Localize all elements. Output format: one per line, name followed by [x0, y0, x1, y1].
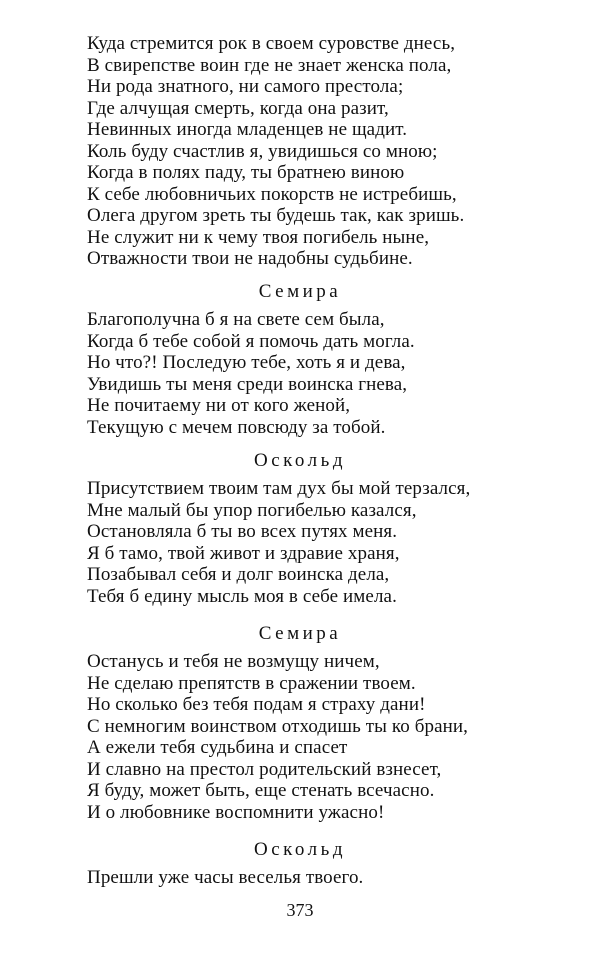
- verse-line: Мне малый бы упор погибелью казался,: [87, 499, 417, 521]
- verse-line: Невинных иногда младенцев не щадит.: [87, 119, 408, 140]
- verse-line: Когда в полях паду, ты братнею виною: [87, 162, 405, 183]
- verse-line: Отважности твои не надобны судьбине.: [87, 248, 413, 269]
- verse-line: Не сделаю препятств в сражении твоем.: [87, 672, 416, 694]
- verse-line: Присутствием твоим там дух бы мой терзался,: [87, 478, 471, 499]
- verse-line: И славно на престол родительский взнесет,: [87, 758, 442, 780]
- verse-line: Я б тамо, твой живот и здравие храня,: [87, 542, 400, 564]
- verse-line: Позабывал себя и долг воинска дела,: [87, 564, 390, 585]
- verse-line: Где алчущая смерть, когда она разит,: [87, 97, 389, 119]
- verse-line: И о любовнике воспомнити ужасно!: [87, 801, 385, 823]
- verse-line: Не служит ни к чему твоя погибель ныне,: [87, 226, 430, 248]
- verse-line: Когда б тебе собой я помочь дать могла.: [87, 330, 415, 352]
- verse-line: Ни рода знатного, ни самого престола;: [87, 76, 404, 97]
- verse-line: Благополучна б я на свете сем была,: [87, 309, 385, 330]
- verse-line: К себе любовничьих покорств не истребишь,: [87, 183, 457, 205]
- verse-line: Но сколько без тебя подам я страху дани!: [87, 694, 426, 715]
- verse-stanza: [87, 33, 567, 270]
- verse-line: А ежели тебя судьбина и спасет: [87, 737, 348, 758]
- verse-line: Но что?! Последую тебе, хоть я и дева,: [87, 352, 406, 373]
- speaker-name: Оскольд: [254, 450, 346, 471]
- verse-line: Коль буду счастлив я, увидишься со мною;: [87, 140, 438, 162]
- speaker-name: Оскольд: [254, 839, 346, 860]
- verse-line: Остановляла б ты во всех путях меня.: [87, 521, 398, 542]
- verse-line: Останусь и тебя не возмущу ничем,: [87, 651, 380, 672]
- verse-stanza: [87, 478, 567, 607]
- verse-line: Куда стремится рок в своем суровстве днесь,: [87, 33, 456, 54]
- verse-line: Олега другом зреть ты будешь так, как зришь.: [87, 205, 465, 226]
- verse-line: С немногим воинством отходишь ты ко брани,: [87, 715, 468, 737]
- verse-stanza: [87, 309, 567, 438]
- verse-line: В свирепстве воин где не знает женска пола,: [87, 54, 452, 76]
- verse-line: Текущую с мечем повсюду за тобой.: [87, 416, 386, 438]
- verse-line: Я буду, может быть, еще стенать всечасно.: [87, 780, 435, 801]
- verse-stanza: [87, 651, 567, 823]
- verse-line: Увидишь ты меня среди воинска гнева,: [87, 373, 408, 395]
- verse-stanza: [87, 867, 567, 889]
- speaker-name: Семира: [258, 623, 342, 644]
- verse-line: Прешли уже часы веселья твоего.: [87, 867, 364, 888]
- page-number: 373: [286, 900, 314, 920]
- speaker-name: Семира: [258, 281, 342, 302]
- verse-line: Не почитаему ни от кого женой,: [87, 395, 351, 416]
- verse-line: Тебя б едину мысль моя в себе имела.: [87, 585, 397, 607]
